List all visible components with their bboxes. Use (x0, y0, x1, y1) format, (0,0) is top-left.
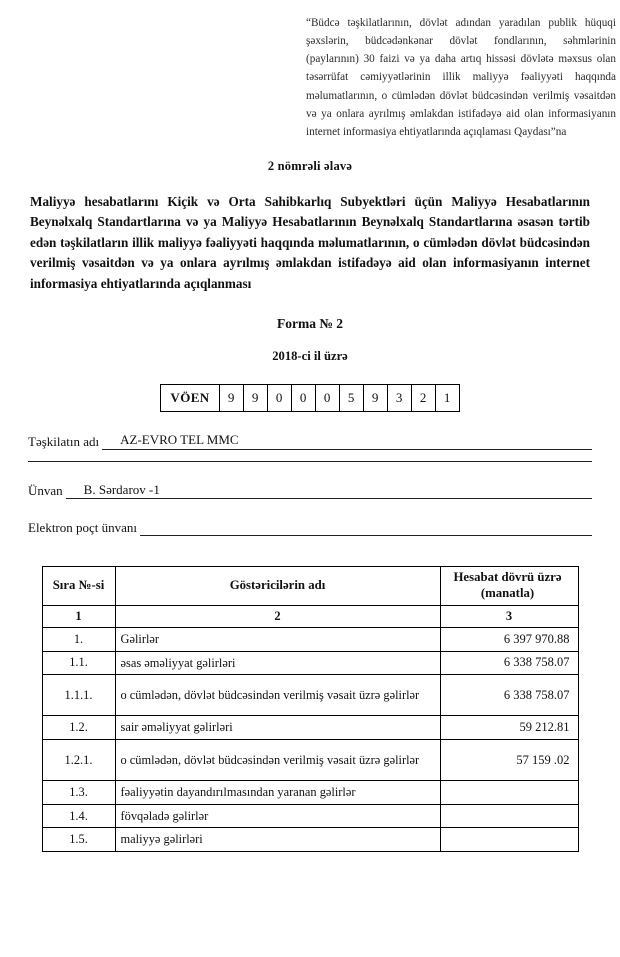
row-value (440, 804, 578, 828)
voen-digit: 2 (412, 385, 436, 411)
voen-digit: 1 (443, 390, 451, 406)
table-row (42, 627, 578, 651)
voen-box (160, 384, 459, 412)
row-value (440, 781, 578, 805)
table-row (42, 716, 578, 740)
table-row (42, 675, 578, 716)
voen-label: VÖEN (161, 385, 219, 411)
voen-digit: 9 (364, 385, 388, 411)
row-number: 1.2. (42, 716, 115, 740)
row-value: 59 212.81 (440, 716, 578, 740)
row-value: 6 338 758.07 (440, 675, 578, 716)
row-name: əsas əməliyyat gəlirləri (115, 651, 440, 675)
row-number: 1.3. (42, 781, 115, 805)
row-name: o cümlədən, dövlət büdcəsindən verilmiş vəsait üzrə gəlirlər (115, 675, 440, 716)
voen-digit: 3 (388, 385, 412, 411)
header-reporting-period: Hesabat dövrü üzrə (manatla) (440, 566, 578, 605)
row-number: 1.2.1. (42, 740, 115, 781)
table-row (42, 804, 578, 828)
row-name: o cümlədən, dövlət büdcəsindən verilmiş vəsait üzrə gəlirlər (115, 740, 440, 781)
organization-name-field (28, 433, 592, 449)
address-field (28, 483, 592, 499)
voen-digit: 0 (292, 385, 316, 411)
header-indicator-name: Göstəricilərin adı (115, 566, 440, 605)
organization-name-continuation-line (28, 461, 592, 462)
column-number: 1 (42, 605, 115, 627)
row-number: 1.1.1. (42, 675, 115, 716)
table-row (42, 828, 578, 852)
row-value: 57 159 .02 (440, 740, 578, 781)
table-column-numbers-row (42, 605, 578, 627)
row-value: 6 397 970.88 (440, 627, 578, 651)
table-header-row (42, 566, 578, 605)
voen-digit: 0 (316, 385, 340, 411)
address-label: Ünvan (28, 482, 63, 498)
organization-name-label: Təşkilatın adı (28, 433, 100, 449)
email-label: Elektron poçt ünvanı (28, 519, 138, 535)
table-row (42, 740, 578, 781)
indicators-table (42, 566, 579, 852)
row-number: 1.5. (42, 828, 115, 852)
document-title: Maliyyə hesabatlarını Kiçik və Orta Sahibkarlıq Subyektləri üçün Maliyyə Hesabatlarının Beynəlxalq Standartlarına və ya Maliyyə Hesabatlarının Beynəlxalq Standartlarına əsasən tərtib edən təşkilatların illik maliyyə fəaliyyəti haqqında məlumatlarının, o cümlədən dövlət büdcəsindən verilmiş vəsaitdən və ya onlara ayrılmış əmlakdan istifadəyə aid olan informasiyanın internet informasiya ehtiyatlarında açıqlanması (30, 193, 590, 291)
address-value: B. Sərdarov -1 (66, 483, 592, 499)
row-number: 1.1. (42, 651, 115, 675)
column-number: 3 (440, 605, 578, 627)
row-name: fəaliyyətin dayandırılmasından yaranan gəlirlər (115, 781, 440, 805)
regulation-quote: “Büdcə təşkilatlarının, dövlət adından yaradılan publik hüquqi şəxslərin, büdcədənkənar dövlət fondlarının, səhmlərinin (paylarının) 30 faizi və ya daha artıq hissəsi dövlətə məxsus olan təsərrüfat cəmiyyətlərinin illik maliyyə fəaliyyəti haqqında məlumatlarının, o cümlədən dövlət büdcəsindən verilmiş vəsaitdən və ya onlara ayrılmış əmlakdan istifadəyə aid olan informasiyanın internet informasiya ehtiyatlarında açıqlaması Qaydası”na (306, 17, 616, 138)
row-value (440, 828, 578, 852)
email-field (28, 520, 592, 536)
header-row-number: Sıra №-si (42, 566, 115, 605)
email-value (140, 534, 592, 536)
row-name: maliyyə gəlirləri (115, 828, 440, 852)
organization-name-value: AZ-EVRO TEL MMC (102, 433, 592, 449)
row-number: 1.4. (42, 804, 115, 828)
voen-digit: 9 (220, 385, 244, 411)
column-number: 2 (115, 605, 440, 627)
reporting-year: 2018-ci il üzrə (272, 349, 348, 364)
row-name: fövqəladə gəlirlər (115, 804, 440, 828)
voen-digit: 5 (340, 385, 364, 411)
table-row (42, 781, 578, 805)
annex-label: 2 nömrəli əlavə (267, 158, 353, 173)
row-value: 6 338 758.07 (440, 651, 578, 675)
row-number: 1. (42, 627, 115, 651)
table-row (42, 651, 578, 675)
voen-row (28, 384, 592, 412)
row-name: sair əməliyyat gəlirləri (115, 716, 440, 740)
form-number: Forma № 2 (276, 316, 344, 332)
voen-digit: 9 (244, 385, 268, 411)
voen-digit: 0 (268, 385, 292, 411)
row-name: Gəlirlər (115, 627, 440, 651)
